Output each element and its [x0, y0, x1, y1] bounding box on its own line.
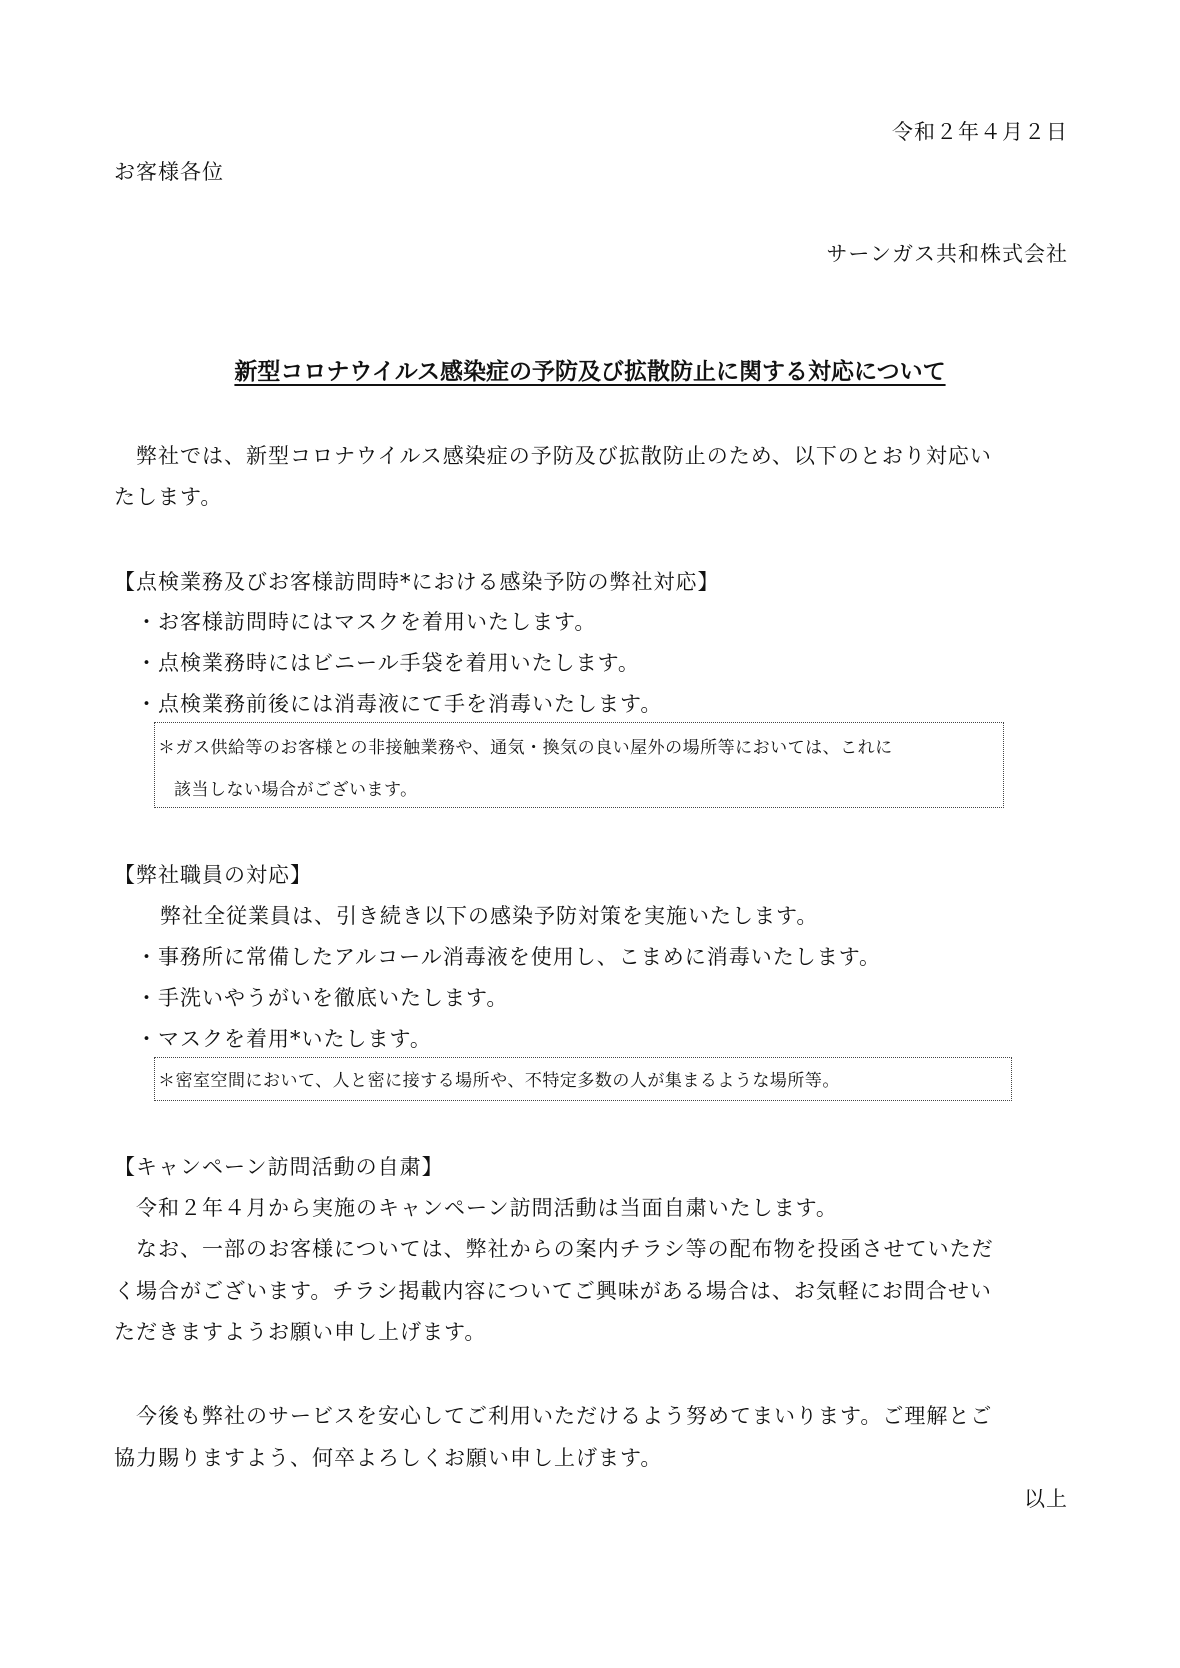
section2-note: ＊密室空間において、人と密に接する場所や、不特定多数の人が集まるような場所等。	[158, 1071, 840, 1091]
section2-heading: 【弊社職員の対応】	[114, 863, 312, 887]
section2-item-2: ・手洗いやうがいを徹底いたします。	[136, 986, 509, 1010]
section3-line-3: く場合がございます。チラシ掲載内容についてご興味がある場合は、お気軽にお問合せい	[114, 1279, 992, 1303]
document-date: 令和２年４月２日	[892, 120, 1068, 144]
intro-line-2: たします。	[114, 485, 223, 509]
section3-heading: 【キャンペーン訪問活動の自粛】	[114, 1155, 444, 1179]
intro-line-1: 弊社では、新型コロナウイルス感染症の予防及び拡散防止のため、以下のとおり対応い	[136, 444, 992, 468]
section2-lead: 弊社全従業員は、引き続き以下の感染予防対策を実施いたします。	[160, 904, 819, 928]
sender-company: サーンガス共和株式会社	[826, 242, 1068, 266]
page-title	[0, 361, 1180, 384]
section1-item-2: ・点検業務時にはビニール手袋を着用いたします。	[136, 651, 640, 675]
section3-line-1: 令和２年４月から実施のキャンペーン訪問活動は当面自粛いたします。	[136, 1196, 838, 1220]
section1-note-line-1: ＊ガス供給等のお客様との非接触業務や、通気・換気の良い屋外の場所等においては、これに	[158, 738, 893, 758]
closing-line-2: 協力賜りますよう、何卒よろしくお願い申し上げます。	[114, 1446, 663, 1470]
section3-line-2: なお、一部のお客様については、弊社からの案内チラシ等の配布物を投函させていただ	[136, 1237, 994, 1261]
recipient: お客様各位	[114, 160, 224, 184]
section2-item-1: ・事務所に常備したアルコール消毒液を使用し、こまめに消毒いたします。	[136, 945, 882, 969]
page-title-text: 新型コロナウイルス感染症の予防及び拡散防止に関する対応について	[234, 359, 946, 385]
closing-end-mark: 以上	[1024, 1487, 1068, 1511]
section1-item-3: ・点検業務前後には消毒液にて手を消毒いたします。	[136, 692, 663, 716]
section1-heading: 【点検業務及びお客様訪問時*における感染予防の弊社対応】	[114, 570, 720, 594]
section2-item-3: ・マスクを着用*いたします。	[136, 1027, 432, 1051]
section1-note-line-2: 該当しない場合がございます。	[174, 780, 418, 800]
section3-line-4: ただきますようお願い申し上げます。	[114, 1320, 487, 1344]
closing-line-1: 今後も弊社のサービスを安心してご利用いただけるよう努めてまいります。ご理解とご	[136, 1404, 993, 1428]
section1-item-1: ・お客様訪問時にはマスクを着用いたします。	[136, 610, 597, 634]
